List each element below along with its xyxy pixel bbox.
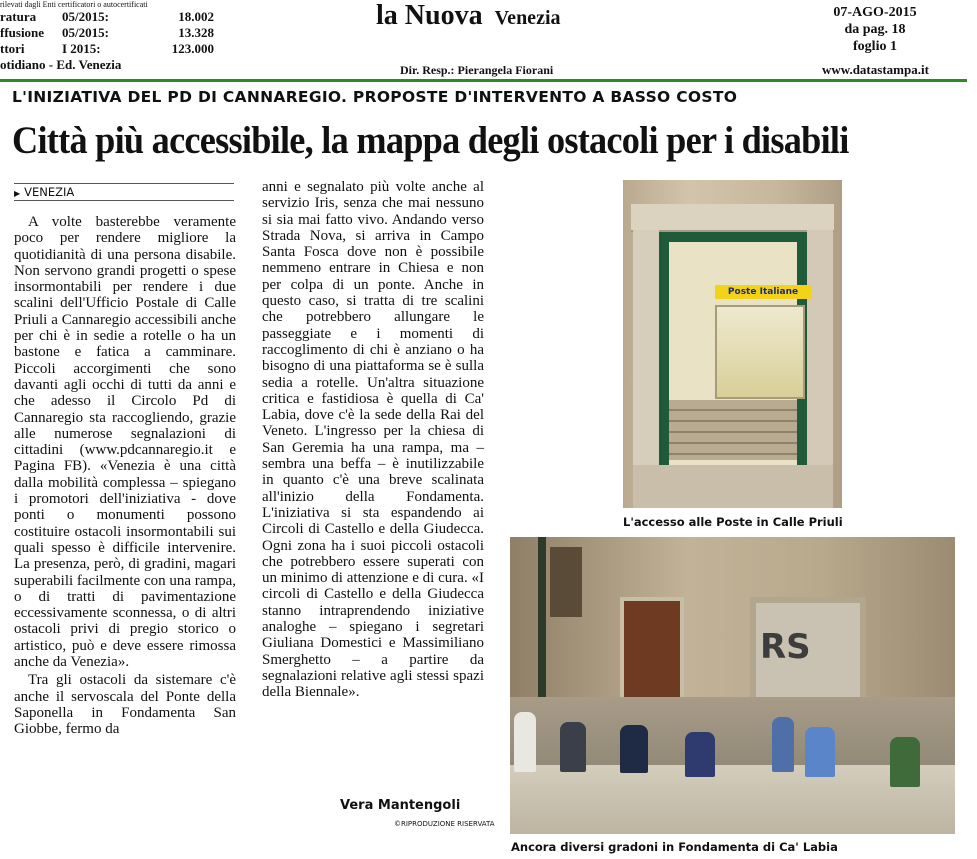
newspaper-name: [376, 0, 676, 32]
person: [805, 727, 835, 777]
paper-title: la Nuova: [376, 0, 483, 31]
certification-note: rilevati dagli Enti certificatori o autocertificati: [0, 0, 148, 9]
paper-city: Venezia: [494, 7, 561, 29]
paragraph: Tra gli ostacoli da sistemare c'è anche il servoscala del Ponte della Saponella in Fondamenta San Giobbe, fermo da: [14, 672, 236, 738]
glass-door: [715, 305, 805, 399]
photo-fondamenta: [510, 537, 955, 834]
entrance-steps: [669, 400, 797, 460]
dateline: [14, 183, 234, 201]
article-kicker: L'INIZIATIVA DEL PD DI CANNAREGIO. PROPOSTE D'INTERVENTO A BASSO COSTO: [12, 88, 738, 106]
graffiti-text: RS: [760, 627, 811, 667]
triangle-icon: ▶: [14, 189, 21, 198]
copyright-note: ©RIPRODUZIONE RISERVATA: [394, 820, 495, 828]
dateline-city: VENEZIA: [24, 185, 75, 199]
person: [890, 737, 920, 787]
photo1-caption: L'accesso alle Poste in Calle Priuli: [623, 515, 843, 529]
person: [514, 712, 536, 772]
article-column-1: [14, 214, 236, 738]
masthead-stats: [0, 0, 240, 73]
stone-steps: [510, 765, 955, 834]
director-line: Dir. Resp.: Pierangela Fiorani: [400, 63, 554, 77]
photo-post-office: [623, 180, 842, 508]
article-title: Città più accessibile, la mappa degli ostacoli per i disabili: [12, 119, 849, 162]
person: [560, 722, 586, 772]
website-link[interactable]: www.datastampa.it: [822, 62, 929, 77]
issue-page: da pag. 18: [844, 22, 906, 37]
issue-date: 07-AGO-2015: [833, 5, 917, 20]
issue-sheet: foglio 1: [853, 39, 897, 54]
edition-label: otidiano - Ed. Venezia: [0, 57, 122, 72]
issue-info: [800, 4, 950, 55]
stat-row: ffusione 05/2015: 13.328: [0, 25, 214, 40]
person: [620, 725, 648, 773]
photo2-caption: Ancora diversi gradoni in Fondamenta di Ca' Labia: [511, 840, 838, 854]
stat-row: ratura 05/2015: 18.002: [0, 9, 214, 24]
person: [685, 732, 715, 777]
header-divider: [0, 79, 967, 82]
post-office-sign: Poste Italiane: [715, 285, 811, 299]
paragraph: A volte basterebbe veramente poco per rendere migliore la quotidianità di una persona disabile. Non servono grandi progetti o spese insormontabili per rendere i due scalini dell'Ufficio Postale di Calle Priuli a Cannaregio accessibili anche per chi è in sedie a rotelle o ha un bastone e fatica a camminare. Piccoli accorgimenti che sono davanti agli occhi di tutti da anni e che adesso il Circolo Pd di Cannaregio sta raccogliendo, grazie alle numerose segnalazioni di cittadini (www.pdcannaregio.it e Pagina FB). «Venezia è una città dalla mobilità complessa – spiegano i promotori dell'iniziativa - dove ponti o monumenti possono costituire ostacoli insormontabili sui quali spesso è difficile intervenire. La presenza, però, di gradini, magari superabili facilmente con una rampa, o di tratti di pavimentazione eccessivamente sconnessa, o di altri ostacoli privi di pregio storico o artistico, può e deve essere rimossa anche da Venezia».: [14, 214, 236, 671]
paragraph: anni e segnalato più volte anche al servizio Iris, senza che mai nessuno si sia mai fatto vivo. Andando verso Strada Nova, si arriva in Campo Santa Fosca dove non è possibile nemmeno entrare in Chiesa e non per colpa di un ponte. Anche in questo caso, si tratta di tre scalini che potrebbero allungare le passeggiate e i momenti di raccoglimento di chi è anziano o ha bisogno di una piattaforma se è sulla sedia a rotelle. Un'altra situazione critica e fastidiosa è quella di Ca' Labia, dove c'è la sede della Rai del Veneto. L'ingresso per la chiesa di San Geremia ha una rampa, ma – sembra una beffa – è inutilizzabile in quanto c'è una breve scalinata all'inizio della Fondamenta. L'iniziativa si sta espandendo ai Circoli di Castello e della Giudecca. Ogni zona ha i suoi piccoli ostacoli che potrebbero essere superati con un minimo di attenzione e di cura. «I circoli di Castello e della Giudecca stanno intraprendendo iniziative analoghe – spiegano i segretari Giuliana Domestici e Massimiliano Smerghetto – a partire da segnalazioni relative agli stessi spazi della Biennale».: [262, 179, 484, 701]
article-column-2: [262, 179, 484, 701]
stat-row: ttori I 2015: 123.000: [0, 41, 214, 56]
author-byline: Vera Mantengoli: [340, 798, 461, 813]
person: [772, 717, 794, 772]
